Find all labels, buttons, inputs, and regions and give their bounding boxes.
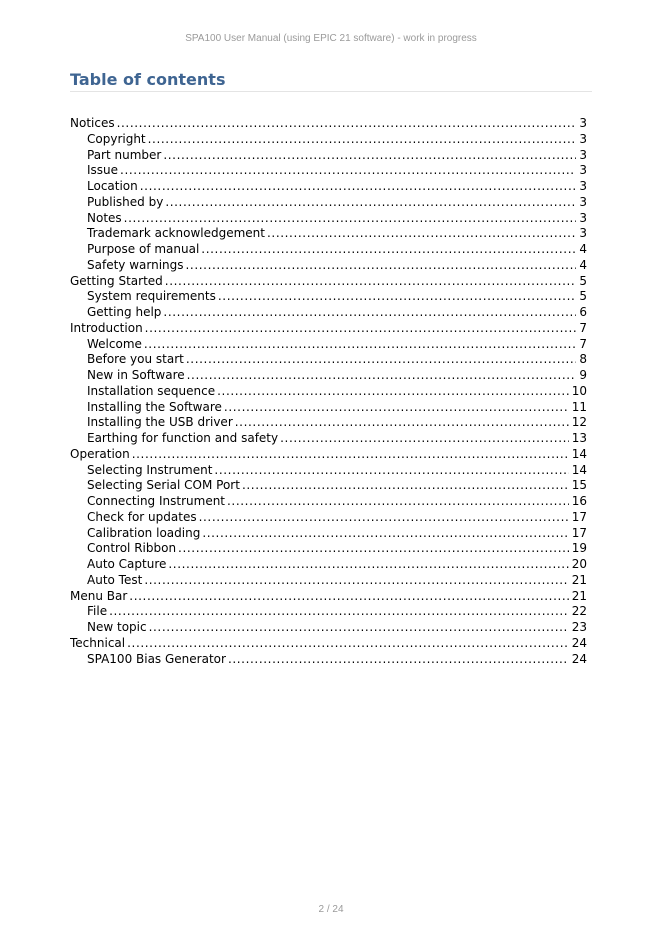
running-header: SPA100 User Manual (using EPIC 21 software) - work in progress	[185, 33, 477, 44]
toc-entry-label: New in Software	[87, 368, 185, 382]
toc-entry[interactable]	[70, 116, 587, 132]
dot-leader	[187, 368, 577, 384]
toc-entry-label: System requirements	[87, 289, 216, 304]
toc-entry-page: 24	[571, 651, 587, 666]
toc-entry-page: 11	[571, 399, 587, 414]
dot-leader	[267, 226, 576, 242]
dot-leader	[129, 589, 568, 605]
dot-leader	[218, 289, 577, 305]
dot-leader	[280, 431, 569, 447]
toc-entry-label: New topic	[87, 620, 147, 634]
dot-leader	[228, 652, 569, 668]
toc-entry-page: 21	[571, 588, 587, 603]
dot-leader	[120, 163, 576, 179]
toc-entry-page: 3	[579, 179, 587, 193]
dot-leader	[148, 132, 577, 148]
toc-entry[interactable]	[70, 447, 587, 463]
dot-leader	[168, 557, 568, 573]
toc-entry-page: 3	[579, 163, 587, 178]
toc-subentry[interactable]	[70, 148, 587, 164]
title-divider	[70, 91, 592, 92]
dot-leader	[217, 384, 569, 400]
dot-leader	[186, 258, 577, 274]
toc-subentry[interactable]	[70, 384, 587, 400]
toc-entry-page: 4	[579, 257, 587, 272]
toc-entry-label: Installation sequence	[87, 383, 216, 398]
dot-leader	[199, 510, 569, 526]
toc-subentry[interactable]	[70, 289, 587, 305]
toc-entry-label: Check for updates	[87, 509, 197, 524]
toc-subentry[interactable]	[70, 305, 587, 321]
toc-entry-page: 3	[579, 210, 587, 225]
toc-entry-page: 4	[579, 242, 587, 256]
toc-subentry[interactable]	[70, 337, 587, 353]
toc-entry-label: Trademark acknowledgement	[87, 226, 265, 241]
toc-entry-label: Selecting Serial COM Port	[87, 478, 240, 493]
table-of-contents	[70, 116, 587, 667]
toc-entry[interactable]	[70, 636, 587, 652]
dot-leader	[201, 242, 576, 258]
toc-subentry[interactable]	[70, 415, 587, 431]
dot-leader	[235, 415, 569, 431]
toc-entry-label: Part number	[87, 147, 162, 162]
toc-entry-page: 14	[571, 446, 587, 461]
toc-entry-label: Copyright	[87, 131, 146, 146]
toc-entry-label: Control Ribbon	[87, 541, 177, 556]
toc-entry-page: 3	[579, 194, 587, 209]
toc-entry-page: 21	[571, 572, 587, 587]
toc-entry[interactable]	[70, 274, 587, 290]
toc-entry-label: File	[87, 604, 108, 619]
dot-leader	[163, 148, 576, 164]
page-number: 2 / 24	[318, 904, 344, 915]
toc-entry-label: Operation	[70, 446, 130, 461]
toc-entry[interactable]	[70, 321, 587, 337]
toc-entry-label: Purpose of manual	[87, 242, 200, 256]
toc-entry-label: Technical	[70, 635, 126, 650]
dot-leader	[149, 620, 569, 636]
dot-leader	[117, 116, 577, 132]
toc-entry-label: Before you start	[87, 352, 184, 367]
dot-leader	[127, 636, 569, 652]
toc-subentry[interactable]	[70, 510, 587, 526]
toc-entry-label: Connecting Instrument	[87, 494, 226, 508]
toc-entry-label: Issue	[87, 163, 119, 178]
toc-subentry[interactable]	[70, 463, 587, 479]
dot-leader	[165, 274, 577, 290]
toc-subentry[interactable]	[70, 195, 587, 211]
toc-subentry[interactable]	[70, 431, 587, 447]
dot-leader	[132, 447, 569, 463]
page-title: Table of contents	[70, 70, 226, 89]
toc-entry-label: Selecting Instrument	[87, 462, 213, 477]
toc-entry-page: 14	[571, 462, 587, 477]
toc-entry-page: 17	[571, 525, 587, 540]
toc-entry-label: Calibration loading	[87, 525, 201, 540]
toc-subentry[interactable]	[70, 258, 587, 274]
toc-entry-label: Introduction	[70, 320, 143, 335]
dot-leader	[202, 526, 568, 542]
toc-subentry[interactable]	[70, 652, 587, 668]
toc-entry-page: 7	[579, 336, 587, 351]
toc-entry-page: 24	[571, 635, 587, 650]
dot-leader	[178, 541, 569, 557]
dot-leader	[165, 195, 576, 211]
toc-entry-page: 5	[579, 273, 587, 288]
toc-entry-label: Welcome	[87, 336, 142, 351]
toc-subentry[interactable]	[70, 242, 587, 258]
toc-entry-page: 16	[571, 494, 587, 508]
toc-entry[interactable]	[70, 589, 587, 605]
toc-subentry[interactable]	[70, 179, 587, 195]
toc-subentry[interactable]	[70, 352, 587, 368]
toc-entry-label: SPA100 Bias Generator	[87, 651, 226, 666]
toc-entry-label: Getting Started	[70, 273, 163, 288]
toc-subentry[interactable]	[70, 211, 587, 227]
toc-subentry[interactable]	[70, 620, 587, 636]
toc-entry-page: 3	[579, 116, 587, 130]
toc-entry-page: 9	[579, 368, 587, 382]
toc-entry-page: 20	[571, 557, 587, 571]
toc-subentry[interactable]	[70, 541, 587, 557]
dot-leader	[144, 337, 576, 353]
toc-entry-page: 17	[571, 509, 587, 524]
toc-subentry[interactable]	[70, 226, 587, 242]
toc-entry-label: Installing the USB driver	[87, 415, 233, 430]
dot-leader	[140, 179, 577, 195]
toc-entry-label: Auto Capture	[87, 557, 167, 571]
dot-leader	[163, 305, 576, 321]
toc-entry-page: 5	[579, 289, 587, 304]
toc-entry-page: 22	[571, 604, 587, 619]
toc-entry-page: 12	[571, 415, 587, 430]
toc-entry-label: Safety warnings	[87, 257, 184, 272]
toc-entry-page: 10	[571, 383, 587, 398]
toc-entry-page: 3	[579, 131, 587, 146]
toc-entry-page: 3	[579, 226, 587, 241]
toc-subentry[interactable]	[70, 368, 587, 384]
dot-leader	[242, 478, 569, 494]
toc-subentry[interactable]	[70, 573, 587, 589]
toc-subentry[interactable]	[70, 557, 587, 573]
toc-entry-page: 19	[571, 541, 587, 556]
toc-entry-label: Location	[87, 179, 138, 193]
dot-leader	[144, 573, 568, 589]
dot-leader	[145, 321, 577, 337]
toc-entry-page: 6	[579, 305, 587, 319]
toc-entry-label: Earthing for function and safety	[87, 431, 279, 445]
toc-entry-label: Getting help	[87, 305, 162, 319]
toc-subentry[interactable]	[70, 604, 587, 620]
toc-entry-page: 3	[579, 147, 587, 162]
dot-leader	[124, 211, 577, 227]
dot-leader	[214, 463, 568, 479]
toc-subentry[interactable]	[70, 132, 587, 148]
dot-leader	[109, 604, 569, 620]
toc-entry-label: Auto Test	[87, 572, 143, 587]
toc-entry-label: Notices	[70, 116, 115, 130]
toc-subentry[interactable]	[70, 400, 587, 416]
toc-entry-label: Menu Bar	[70, 588, 128, 603]
toc-entry-page: 13	[571, 431, 587, 445]
dot-leader	[186, 352, 576, 368]
toc-entry-page: 23	[571, 620, 587, 634]
toc-subentry[interactable]	[70, 526, 587, 542]
dot-leader	[224, 400, 569, 416]
dot-leader	[227, 494, 569, 510]
toc-subentry[interactable]	[70, 494, 587, 510]
toc-subentry[interactable]	[70, 478, 587, 494]
toc-entry-label: Notes	[87, 210, 122, 225]
toc-subentry[interactable]	[70, 163, 587, 179]
toc-entry-label: Installing the Software	[87, 399, 222, 414]
toc-entry-page: 7	[579, 320, 587, 335]
toc-entry-page: 15	[571, 478, 587, 493]
toc-entry-page: 8	[579, 352, 587, 367]
toc-entry-label: Published by	[87, 194, 164, 209]
